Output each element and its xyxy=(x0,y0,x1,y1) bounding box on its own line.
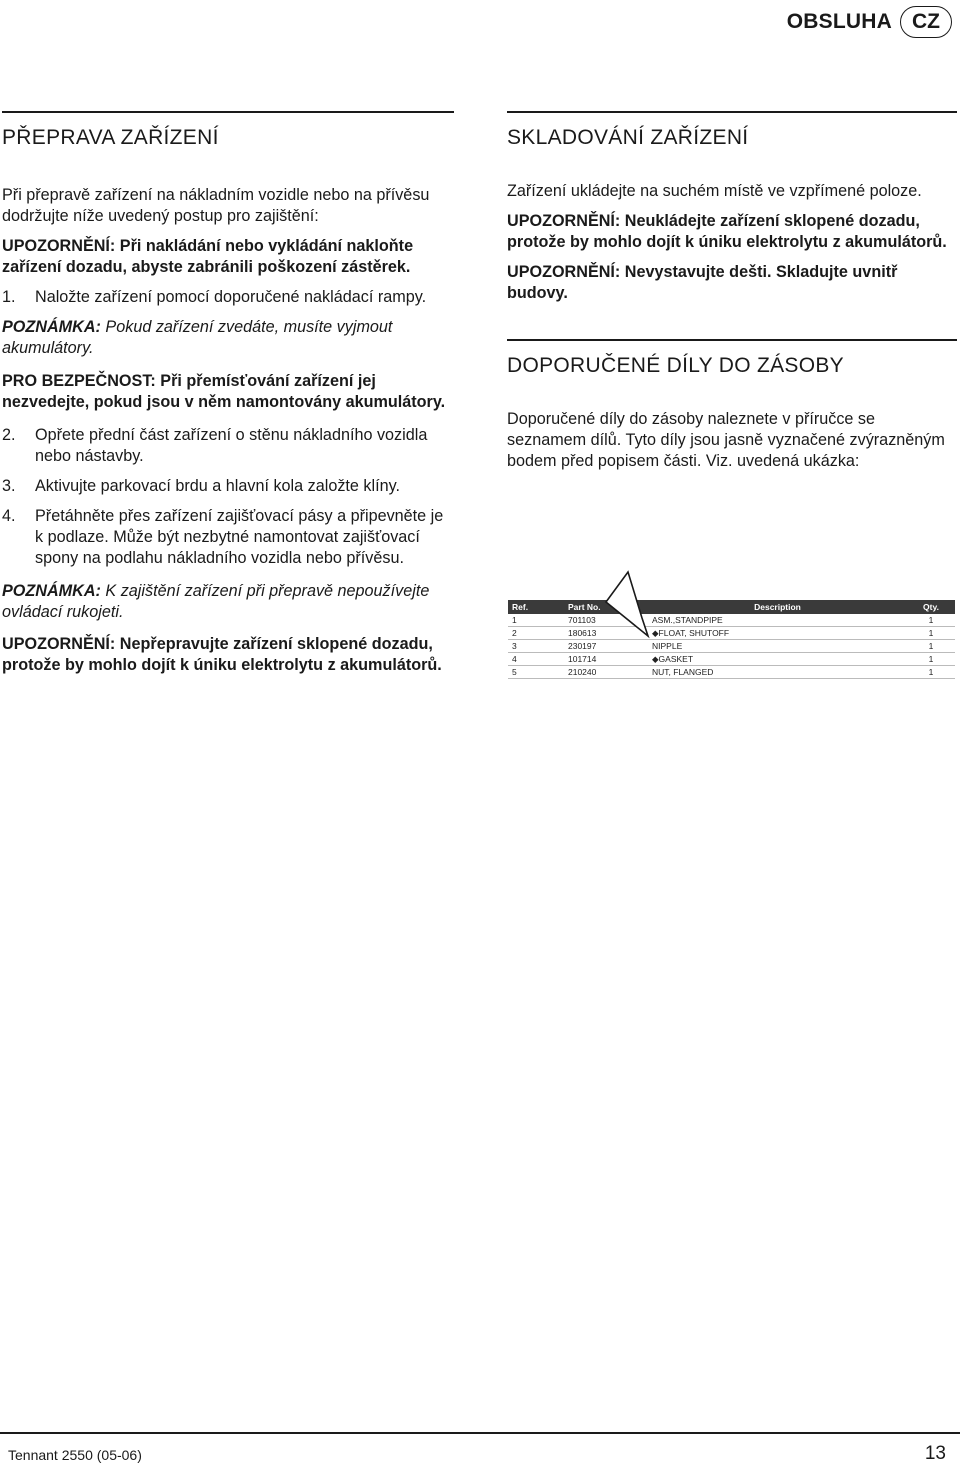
cell-description: ASM.,STANDPIPE xyxy=(648,614,907,627)
spare-parts-text: Doporučené díly do zásoby naleznete v příručce se seznamem dílů. Tyto díly jsou jasně vyznačené zvýrazněným bodem před popisem části. Viz. uvedená ukázka: xyxy=(507,410,945,470)
note-text: K zajištění zařízení při přepravě nepoužívejte ovládací rukojeti. xyxy=(2,582,430,621)
table-row xyxy=(508,614,955,627)
cell-description: NUT, FLANGED xyxy=(648,666,907,679)
parts-table xyxy=(508,600,955,679)
transport-note-2 xyxy=(2,581,454,623)
footer-rule xyxy=(0,1432,960,1434)
col-qty: Qty. xyxy=(907,600,955,614)
step-number: 1. xyxy=(2,288,16,306)
page-number: 13 xyxy=(924,1443,946,1464)
cell-part-no: 230197 xyxy=(564,640,648,653)
step-number: 2. xyxy=(2,426,16,444)
transport-note-1 xyxy=(2,317,454,359)
note-label: POZNÁMKA: xyxy=(2,318,101,336)
spare-parts-title: DOPORUČENÉ DÍLY DO ZÁSOBY xyxy=(507,354,844,377)
cell-part-no: 210240 xyxy=(564,666,648,679)
step-number: 3. xyxy=(2,477,16,495)
step-text: Opřete přední část zařízení o stěnu nákladního vozidla nebo nástavby. xyxy=(35,426,428,465)
cell-qty: 1 xyxy=(907,614,955,627)
transport-safety: PRO BEZPEČNOST: Při přemísťování zařízení jej nezvedejte, pokud jsou v něm namontovány akumulátory. xyxy=(2,372,446,411)
col-ref: Ref. xyxy=(508,600,564,614)
language-badge: CZ xyxy=(900,6,952,38)
cell-qty: 1 xyxy=(907,653,955,666)
note-label: POZNÁMKA: xyxy=(2,582,101,600)
section-rule xyxy=(507,339,957,341)
cell-qty: 1 xyxy=(907,666,955,679)
transport-intro: Při přepravě zařízení na nákladním vozidle nebo na přívěsu dodržujte níže uvedený postup pro zajištění: xyxy=(2,186,430,225)
section-label: OBSLUHA xyxy=(786,10,892,33)
table-row xyxy=(508,666,955,679)
cell-qty: 1 xyxy=(907,627,955,640)
cell-description: NIPPLE xyxy=(648,640,907,653)
storage-warning-2: UPOZORNĚNÍ: Nevystavujte dešti. Skladujte uvnitř budovy. xyxy=(507,263,898,302)
transport-step-4 xyxy=(2,506,454,569)
storage-warning-1: UPOZORNĚNÍ: Neukládejte zařízení sklopené dozadu, protože by mohlo dojít k úniku elektrolytu z akumulátorů. xyxy=(507,212,947,251)
section-rule xyxy=(507,111,957,113)
step-text: Aktivujte parkovací brdu a hlavní kola založte klíny. xyxy=(35,477,401,495)
cell-description: ◆GASKET xyxy=(648,653,907,666)
table-header-row xyxy=(508,600,955,614)
storage-text: Zařízení ukládejte na suchém místě ve vzpřímené poloze. xyxy=(507,182,922,200)
callout-arrow-icon xyxy=(596,570,666,640)
cell-ref: 2 xyxy=(508,627,564,640)
cell-part-no: 701103 xyxy=(564,614,648,627)
transport-step-1 xyxy=(2,287,454,308)
page-header xyxy=(787,6,952,38)
storage-column xyxy=(507,111,957,472)
storage-title: SKLADOVÁNÍ ZAŘÍZENÍ xyxy=(507,126,749,149)
footer-model: Tennant 2550 (05-06) xyxy=(8,1447,142,1463)
parts-list-sample xyxy=(508,570,955,682)
cell-description: ◆FLOAT, SHUTOFF xyxy=(648,627,907,640)
transport-column xyxy=(2,111,454,676)
cell-ref: 3 xyxy=(508,640,564,653)
transport-warning-1: UPOZORNĚNÍ: Při nakládání nebo vykládání nakloňte zařízení dozadu, abyste zabránili poškození zástěrek. xyxy=(2,237,414,276)
cell-ref: 1 xyxy=(508,614,564,627)
step-text: Přetáhněte přes zařízení zajišťovací pásy a připevněte je k podlaze. Může být nezbytné namontovat zajišťovací spony na podlahu nákladního vozidla nebo přívěsu. xyxy=(35,507,444,567)
cell-part-no: 180613 xyxy=(564,627,648,640)
transport-warning-2: UPOZORNĚNÍ: Nepřepravujte zařízení sklopené dozadu, protože by mohlo dojít k úniku elektrolytu z akumulátorů. xyxy=(2,635,442,674)
transport-step-3 xyxy=(2,476,454,497)
table-row xyxy=(508,640,955,653)
cell-part-no: 101714 xyxy=(564,653,648,666)
note-text: Pokud zařízení zvedáte, musíte vyjmout akumulátory. xyxy=(2,318,393,357)
step-text: Naložte zařízení pomocí doporučené nakládací rampy. xyxy=(35,288,427,306)
transport-step-2 xyxy=(2,425,454,467)
table-row xyxy=(508,627,955,640)
cell-ref: 4 xyxy=(508,653,564,666)
cell-qty: 1 xyxy=(907,640,955,653)
col-description: Description xyxy=(648,600,907,614)
col-part-no: Part No. xyxy=(564,600,648,614)
step-number: 4. xyxy=(2,507,16,525)
transport-title: PŘEPRAVA ZAŘÍZENÍ xyxy=(2,126,219,149)
section-rule xyxy=(2,111,454,113)
cell-ref: 5 xyxy=(508,666,564,679)
table-row xyxy=(508,653,955,666)
